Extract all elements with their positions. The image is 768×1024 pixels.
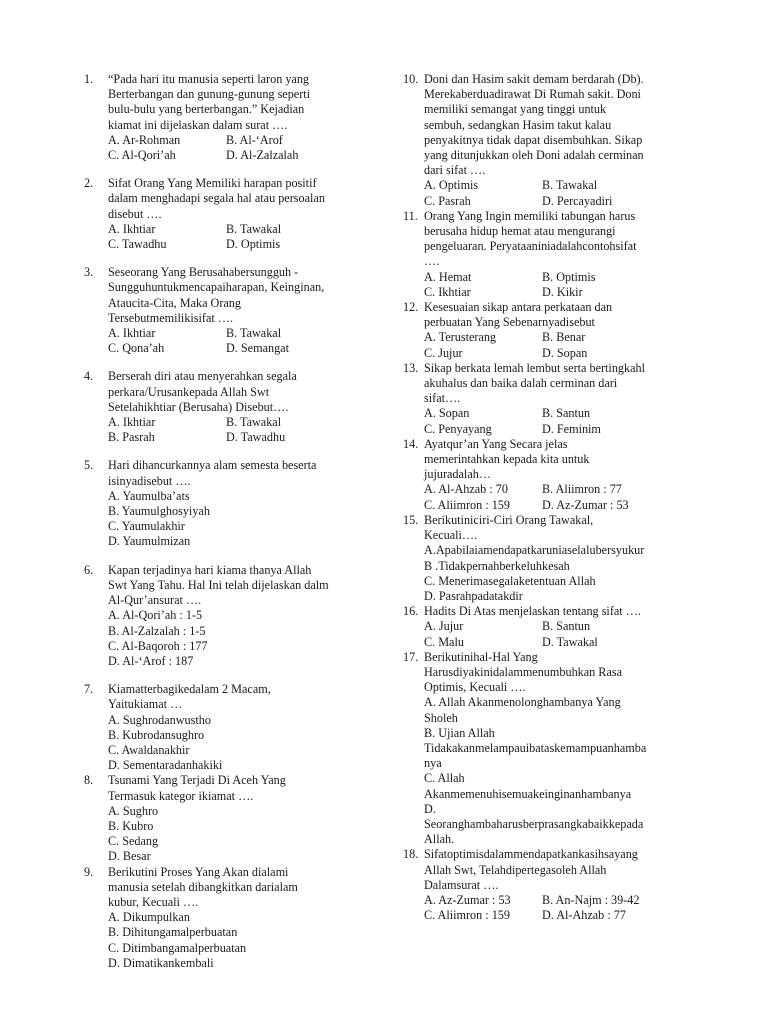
answer-option: D. Besar — [108, 849, 151, 864]
answer-option: C. Pasrah — [424, 193, 471, 208]
answer-option: D. Feminim — [542, 421, 601, 436]
answer-option: B. Dihitungamalperbuatan — [108, 925, 238, 940]
answer-option: D. Yaumulmizan — [108, 534, 191, 549]
question-text: Kapan terjadinya hari kiama thanya Allah Swt Yang Tahu. Hal Ini telah dijelaskan dalm Al-Qur’ansurat …. — [108, 562, 329, 608]
answer-option: C. Qona’ah — [108, 341, 165, 356]
answer-options — [424, 330, 703, 360]
answer-option: B. Santun — [542, 406, 591, 421]
answer-option: C. Awaldanakhir — [108, 742, 190, 757]
question-number: 4. — [84, 369, 94, 384]
answer-options — [108, 489, 384, 550]
question-12 — [403, 300, 703, 361]
answer-option: D. Dimatikankembali — [108, 955, 214, 970]
question-text: Berserah diri atau menyerahkan segala perkara/Urusankepada Allah Swt Setelahikhtiar (Berusaha) Disebut…. — [108, 369, 297, 414]
answer-option: A. Sughrodanwustho — [108, 712, 211, 727]
answer-option: C. Tawadhu — [108, 237, 167, 252]
question-6 — [84, 563, 384, 669]
answer-option: B. Kubro — [108, 818, 154, 833]
answer-option: B. Optimis — [542, 269, 596, 284]
answer-option: D. Pasrahpadatakdir — [424, 588, 523, 603]
question-text: Tsunami Yang Terjadi Di Aceh Yang Termasuk kategor ikiamat …. — [108, 773, 286, 803]
question-17 — [403, 650, 703, 848]
question-number: 3. — [84, 265, 94, 280]
question-5 — [84, 458, 384, 549]
question-text: Ayatqur’an Yang Secara jelas memerintahkan kepada kita untuk jujuradalah… — [424, 436, 590, 482]
question-text: Hari dihancurkannya alam semesta beserta isinyadisebut …. — [108, 458, 317, 488]
answer-option: B. Al-Zalzalah : 1-5 — [108, 623, 206, 638]
answer-option: C. Aliimron : 159 — [424, 908, 510, 923]
answer-option: C. Al-Baqoroh : 177 — [108, 638, 208, 653]
question-number: 1. — [84, 72, 94, 86]
answer-option: B. Tawakal — [226, 326, 282, 341]
question-11 — [403, 209, 703, 300]
question-number: 17. — [403, 649, 419, 664]
answer-option: B. Santun — [542, 619, 591, 634]
answer-options — [108, 326, 384, 356]
question-text: “Pada hari itu manusia seperti laron yang Berterbangan dan gunung-gunung seperti bulu-bulu yang berterbangan.” Kejadian kiamat ini dijelaskan dalam surat …. — [108, 72, 311, 132]
question-text: Hadits Di Atas menjelaskan tentang sifat …. — [424, 604, 641, 619]
answer-option: C. Menerimasegalaketentuan Allah — [424, 573, 596, 588]
right-column — [403, 72, 703, 923]
answer-option: A. Ar-Rohman — [108, 132, 181, 147]
answer-option: A. Sopan — [424, 406, 470, 421]
answer-option: D. Al-‘Arof : 187 — [108, 653, 194, 668]
answer-option: A. Sughro — [108, 803, 159, 818]
answer-option: B. An-Najm : 39-42 — [542, 892, 640, 907]
answer-option: B. Tawakal — [542, 178, 598, 193]
answer-option: A. Terusterang — [424, 330, 497, 345]
answer-option: A. Ikhtiar — [108, 326, 156, 341]
question-7 — [84, 682, 384, 773]
answer-option: B. Pasrah — [108, 430, 155, 445]
answer-options — [424, 178, 703, 208]
answer-option: B. Al-‘Arof — [226, 132, 283, 147]
question-4 — [84, 369, 384, 445]
question-text: Berikutini Proses Yang Akan dialami manusia setelah dibangkitkan darialam kubur, Kecuali …. — [108, 864, 298, 909]
answer-option: A.Apabilaiamendapatkaruniaselalubersyukur — [424, 543, 645, 558]
question-number: 13. — [403, 360, 419, 375]
answer-option: B. Tawakal — [226, 415, 282, 430]
answer-options — [424, 695, 703, 847]
answer-options — [108, 415, 384, 445]
answer-option: C. Aliimron : 159 — [424, 497, 510, 512]
question-number: 2. — [84, 176, 94, 191]
answer-option: A. Optimis — [424, 178, 479, 193]
answer-option: C. Yaumulakhir — [108, 519, 185, 534]
answer-option: C. Malu — [424, 634, 464, 649]
question-number: 14. — [403, 436, 419, 451]
answer-option: A. Allah Akanmenolonghambanya Yang Sholeh — [424, 695, 621, 725]
answer-option: C. Allah Akanmemenuhisemuakeinginanhambanya — [424, 771, 632, 801]
answer-option: B .Tidakpernahberkeluhkesah — [424, 558, 570, 573]
answer-options — [424, 893, 703, 923]
answer-option: B. Yaumulghosyiyah — [108, 504, 210, 519]
answer-option: A. Hemat — [424, 269, 472, 284]
answer-option: D. Percayadiri — [542, 193, 613, 208]
answer-option: D. Al-Ahzab : 77 — [542, 908, 626, 923]
question-text: Seseorang Yang Berusahabersungguh - Sungguhuntukmencapaiharapan, Keinginan, Ataucita-Cita, Maka Orang Tersebutmemilikisifat …. — [108, 265, 325, 325]
question-3 — [84, 265, 384, 356]
answer-option: C. Sedang — [108, 834, 159, 849]
question-number: 16. — [403, 604, 419, 619]
answer-options — [108, 713, 384, 774]
question-text: Berikutinihal-Hal Yang Harusdiyakinidalammenumbuhkan Rasa Optimis, Kecuali …. — [424, 649, 622, 695]
question-15 — [403, 513, 703, 604]
question-number: 6. — [84, 562, 94, 577]
answer-option: D. Tawadhu — [226, 430, 286, 445]
answer-options — [108, 133, 384, 163]
question-8 — [84, 773, 384, 864]
answer-option: D. Tawakal — [542, 634, 598, 649]
answer-option: C. Jujur — [424, 345, 463, 360]
question-number: 18. — [403, 847, 419, 862]
answer-option: D. Kikir — [542, 284, 583, 299]
question-text: Sifat Orang Yang Memiliki harapan positif dalam menghadapi segala hal atau persoalan disebut …. — [108, 176, 325, 221]
answer-options — [108, 608, 384, 669]
answer-option: B. Aliimron : 77 — [542, 482, 622, 497]
question-number: 11. — [403, 208, 418, 223]
answer-option: A. Jujur — [424, 619, 464, 634]
question-13 — [403, 361, 703, 437]
left-column — [84, 72, 384, 971]
answer-option: A. Ikhtiar — [108, 221, 156, 236]
answer-option: C. Ditimbangamalperbuatan — [108, 940, 247, 955]
answer-option: D. Al-Zalzalah — [226, 148, 299, 163]
question-number: 9. — [84, 864, 94, 879]
answer-option: D. Az-Zumar : 53 — [542, 497, 629, 512]
question-text: Sifatoptimisdalammendapatkankasihsayang Allah Swt, Telahdipertegasoleh Allah Dalamsurat …. — [424, 847, 638, 892]
answer-option: C. Ikhtiar — [424, 284, 471, 299]
question-1 — [84, 72, 384, 163]
question-number: 10. — [403, 72, 419, 86]
answer-option: A. Al-Ahzab : 70 — [424, 482, 508, 497]
question-number: 15. — [403, 512, 419, 527]
answer-option: A. Dikumpulkan — [108, 910, 190, 925]
answer-options — [108, 222, 384, 252]
question-14 — [403, 437, 703, 513]
answer-options — [424, 482, 703, 512]
question-text: Kiamatterbagikedalam 2 Macam, Yaitukiamat … — [108, 682, 271, 712]
question-2 — [84, 176, 384, 252]
answer-options — [424, 270, 703, 300]
question-9 — [84, 865, 384, 971]
question-16 — [403, 604, 703, 650]
question-text: Kesesuaian sikap antara perkataan dan perbuatan Yang Sebenarnyadisebut — [424, 300, 613, 330]
question-number: 8. — [84, 773, 94, 788]
answer-options — [424, 406, 703, 436]
answer-option: A. Al-Qori’ah : 1-5 — [108, 608, 203, 623]
answer-option: A. Yaumulba’ats — [108, 488, 190, 503]
answer-option: B. Ujian Allah Tidakakanmelampauibataskemampuanhamba nya — [424, 725, 647, 771]
answer-option: B. Benar — [542, 330, 586, 345]
answer-option: D. Optimis — [226, 237, 281, 252]
question-number: 5. — [84, 458, 94, 473]
answer-option: A. Az-Zumar : 53 — [424, 892, 511, 907]
question-text: Sikap berkata lemah lembut serta bertingkahl akuhalus dan baika dalah cerminan dari sifat…. — [424, 360, 645, 406]
question-18 — [403, 847, 703, 923]
answer-options — [108, 910, 384, 971]
answer-options — [424, 619, 703, 649]
answer-options — [108, 804, 384, 865]
question-text: Orang Yang Ingin memiliki tabungan harus berusaha hidup hemat atau mengurangi pengeluaran. Peryataaniniadalahcontohsifat …. — [424, 208, 637, 269]
question-text: Berikutiniciri-Ciri Orang Tawakal, Kecuali…. — [424, 512, 594, 543]
answer-option: B. Tawakal — [226, 221, 282, 236]
answer-option: C. Al-Qori’ah — [108, 148, 176, 163]
answer-option: C. Penyayang — [424, 421, 492, 436]
question-10 — [403, 72, 703, 209]
answer-option: D. Sementaradanhakiki — [108, 758, 223, 773]
answer-option: A. Ikhtiar — [108, 415, 156, 430]
answer-option: D. Sopan — [542, 345, 588, 360]
answer-option: B. Kubrodansughro — [108, 727, 205, 742]
question-text: Doni dan Hasim sakit demam berdarah (Db). Merekaberduadirawat Di Rumah sakit. Doni memiliki semangat yang tinggi untuk sembuh, sedangkan Hasim takut kalau penyakitnya tidak dapat disembuhkan. Sikap yang ditunjukkan oleh Doni adalah cerminan dari sifat …. — [424, 72, 644, 178]
answer-option: D. Seoranghambaharusberprasangkabaikkepada Allah. — [424, 801, 644, 847]
answer-options — [424, 543, 703, 604]
answer-option: D. Semangat — [226, 341, 289, 356]
question-number: 7. — [84, 682, 94, 697]
question-number: 12. — [403, 300, 419, 315]
